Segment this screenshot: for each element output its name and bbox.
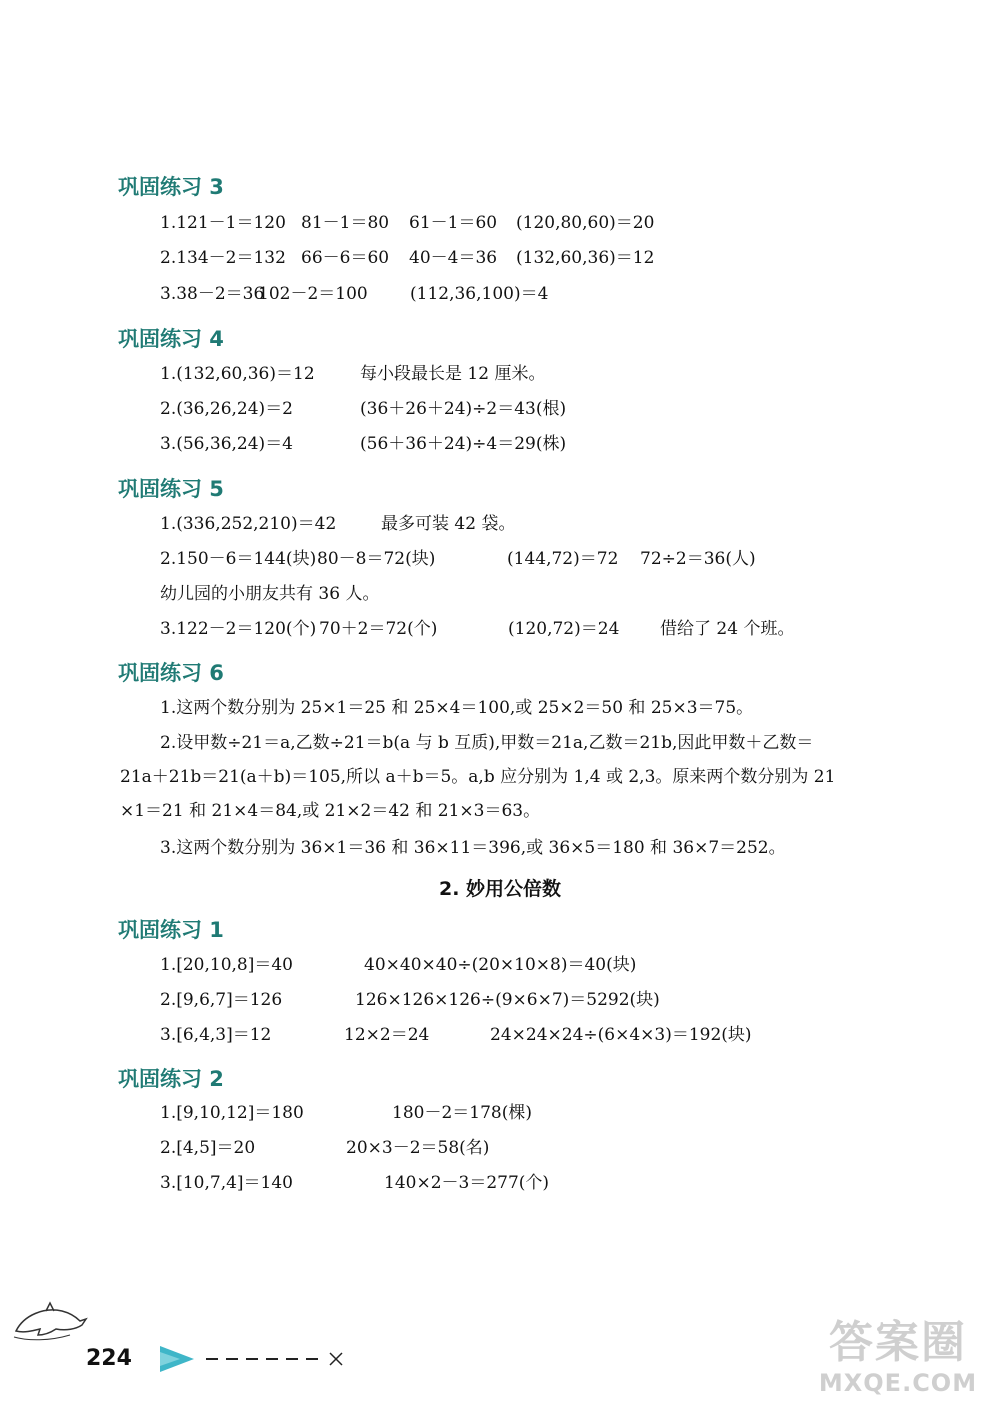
answer-segment: 12×2＝24 [344, 1025, 430, 1045]
answer-segment: 3.[10,7,4]＝140 [160, 1173, 294, 1193]
answer-segment: 最多可装 42 袋。 [381, 514, 516, 534]
answer-segment: 3.122－2＝120(个) [160, 619, 317, 639]
answer-segment: 180－2＝178(棵) [392, 1103, 532, 1123]
answer-segment: 126×126×126÷(9×6×7)＝5292(块) [355, 990, 660, 1010]
answer-segment: 40－4＝36 [409, 248, 498, 268]
answer-segment: 40×40×40÷(20×10×8)＝40(块) [364, 955, 637, 975]
answer-segment: 2.(36,26,24)＝2 [160, 399, 294, 419]
answer-segment: ×1＝21 和 21×4＝84,或 21×2＝42 和 21×3＝63。 [120, 801, 541, 821]
answer-segment: 3.这两个数分别为 36×1＝36 和 36×11＝396,或 36×5＝180 和 36×7＝252。 [160, 838, 786, 858]
answer-segment: (36＋26＋24)÷2＝43(根) [360, 399, 567, 419]
section-title: 2. 妙用公倍数 [438, 878, 562, 900]
answer-segment: 21a＋21b＝21(a＋b)＝105,所以 a＋b＝5。a,b 应分别为 1,4 或 2,3。原来两个数分别为 21 [120, 767, 836, 787]
answer-segment: 80－8＝72(块) [317, 549, 436, 569]
answer-segment: (132,60,36)＝12 [516, 248, 655, 268]
watermark-logo-text: 答案圈 [829, 1317, 967, 1368]
heading-practice-2: 巩固练习 2 [118, 1067, 224, 1091]
answer-segment: 2.[4,5]＝20 [160, 1138, 256, 1158]
answer-segment: (56＋36＋24)÷4＝29(株) [360, 434, 567, 454]
answer-segment: (120,72)＝24 [508, 619, 620, 639]
answer-segment: 2.134－2＝132 [160, 248, 286, 268]
answer-segment: 2.设甲数÷21＝a,乙数÷21＝b(a 与 b 互质),甲数＝21a,乙数＝21b,因此甲数＋乙数＝ [160, 733, 814, 753]
answer-segment: 61－1＝60 [409, 213, 498, 233]
answer-segment: 2.[9,6,7]＝126 [160, 990, 283, 1010]
heading-practice-6: 巩固练习 6 [118, 661, 224, 685]
dolphin-icon [10, 1295, 90, 1349]
answer-segment: 70＋2＝72(个) [319, 619, 438, 639]
answer-segment: 幼儿园的小朋友共有 36 人。 [160, 584, 380, 604]
answer-segment: 24×24×24÷(6×4×3)＝192(块) [490, 1025, 752, 1045]
heading-practice-1: 巩固练习 1 [118, 918, 224, 942]
answer-segment: 140×2－3＝277(个) [384, 1173, 550, 1193]
answer-segment: 3.[6,4,3]＝12 [160, 1025, 272, 1045]
page-number: 224 [86, 1346, 132, 1371]
heading-practice-4: 巩固练习 4 [118, 327, 224, 351]
watermark-url: MXQE.COM [818, 1369, 978, 1397]
answer-segment: 20×3－2＝58(名) [346, 1138, 490, 1158]
heading-practice-3: 巩固练习 3 [118, 175, 224, 199]
answer-segment: 1.[20,10,8]＝40 [160, 955, 294, 975]
answer-segment: (144,72)＝72 [507, 549, 619, 569]
answer-segment: 102－2＝100 [258, 284, 368, 304]
answer-segment: 1.(132,60,36)＝12 [160, 364, 315, 384]
answer-segment: 72÷2＝36(人) [640, 549, 756, 569]
heading-practice-5: 巩固练习 5 [118, 477, 224, 501]
answer-segment: 81－1＝80 [301, 213, 390, 233]
answer-segment: 1.121－1＝120 [160, 213, 286, 233]
answer-segment: (120,80,60)＝20 [516, 213, 655, 233]
answer-segment: 1.(336,252,210)＝42 [160, 514, 337, 534]
answer-segment: 借给了 24 个班。 [660, 619, 795, 639]
answer-segment: 3.(56,36,24)＝4 [160, 434, 294, 454]
answer-segment: 1.[9,10,12]＝180 [160, 1103, 304, 1123]
answer-segment: 66－6＝60 [301, 248, 390, 268]
answer-segment: (112,36,100)＝4 [410, 284, 549, 304]
dashed-line-decoration [206, 1346, 346, 1376]
answer-segment: 3.38－2＝36 [160, 284, 265, 304]
watermark [808, 1318, 988, 1410]
arrow-icon [160, 1346, 194, 1376]
answer-segment: 1.这两个数分别为 25×1＝25 和 25×4＝100,或 25×2＝50 和 25×3＝75。 [160, 698, 754, 718]
answer-segment: 2.150－6＝144(块) [160, 549, 317, 569]
answer-segment: 每小段最长是 12 厘米。 [360, 364, 546, 384]
